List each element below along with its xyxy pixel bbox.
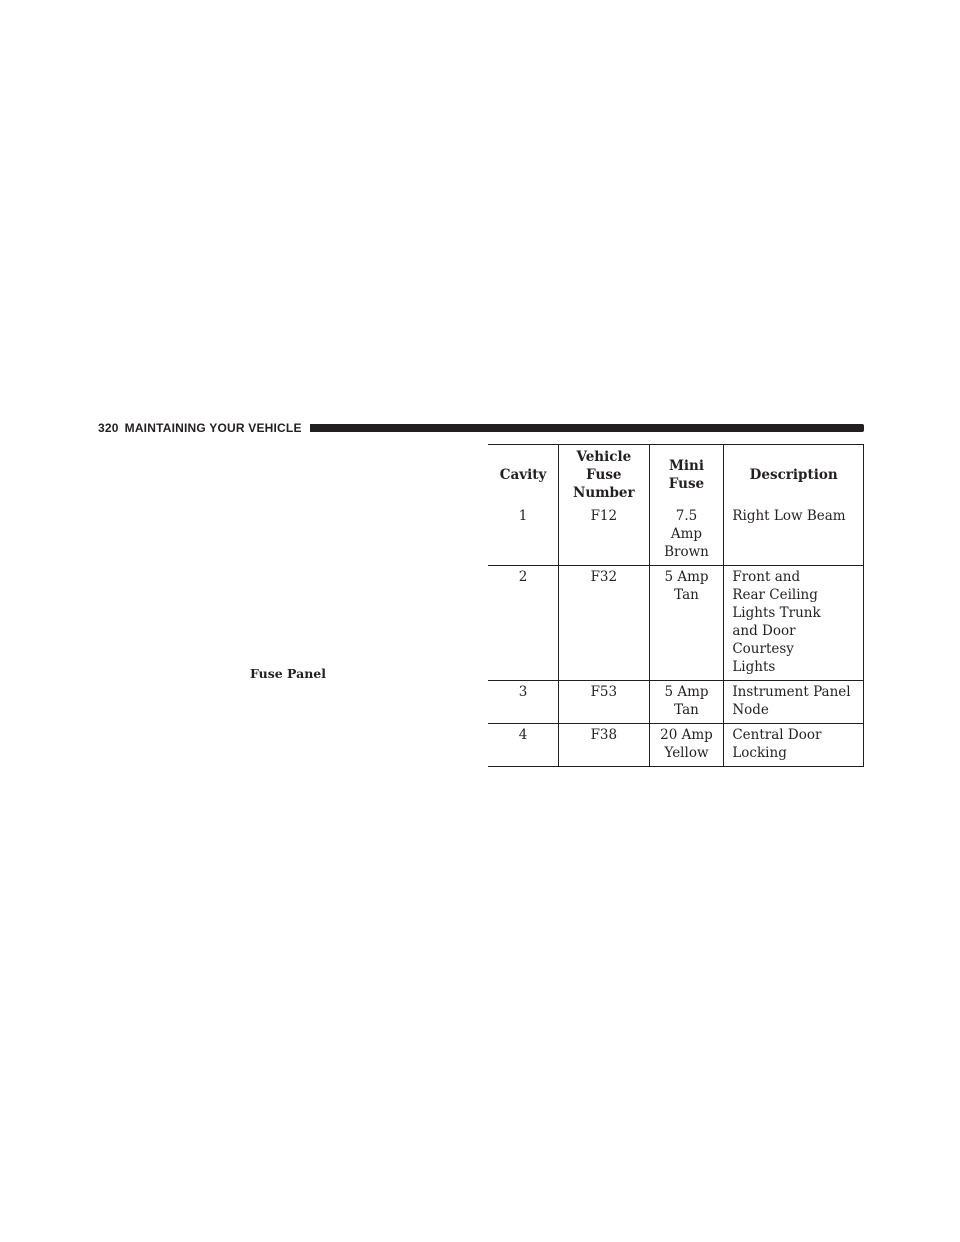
fuse-table (488, 444, 864, 767)
table-header-row (488, 445, 864, 506)
table-row (488, 566, 864, 681)
cell-description: Instrument Panel Node (724, 681, 864, 724)
header-vehicle-fuse-number: Vehicle Fuse Number (559, 445, 650, 506)
header-rule (310, 424, 864, 432)
cell-description: Front and Rear Ceiling Lights Trunk and Door Courtesy Lights (724, 566, 864, 681)
page-number: 320 (98, 421, 119, 435)
cell-fuse-number: F12 (559, 505, 650, 566)
cell-fuse-number: F38 (559, 724, 650, 767)
table-row (488, 505, 864, 566)
cell-mini-fuse: 5 Amp Tan (649, 681, 724, 724)
cell-fuse-number: F53 (559, 681, 650, 724)
cell-cavity: 3 (488, 681, 559, 724)
cell-cavity: 4 (488, 724, 559, 767)
table-row (488, 681, 864, 724)
table-row (488, 724, 864, 767)
cell-cavity: 2 (488, 566, 559, 681)
cell-description: Central Door Locking (724, 724, 864, 767)
header-description: Description (724, 445, 864, 506)
page-header (98, 418, 864, 438)
header-cavity: Cavity (488, 445, 559, 506)
figure-caption: Fuse Panel (249, 666, 327, 681)
cell-description: Right Low Beam (724, 505, 864, 566)
cell-fuse-number: F32 (559, 566, 650, 681)
header-mini-fuse: Mini Fuse (649, 445, 724, 506)
cell-cavity: 1 (488, 505, 559, 566)
cell-mini-fuse: 5 Amp Tan (649, 566, 724, 681)
cell-mini-fuse: 20 Amp Yellow (649, 724, 724, 767)
cell-mini-fuse: 7.5 Amp Brown (649, 505, 724, 566)
section-title: MAINTAINING YOUR VEHICLE (124, 421, 302, 435)
